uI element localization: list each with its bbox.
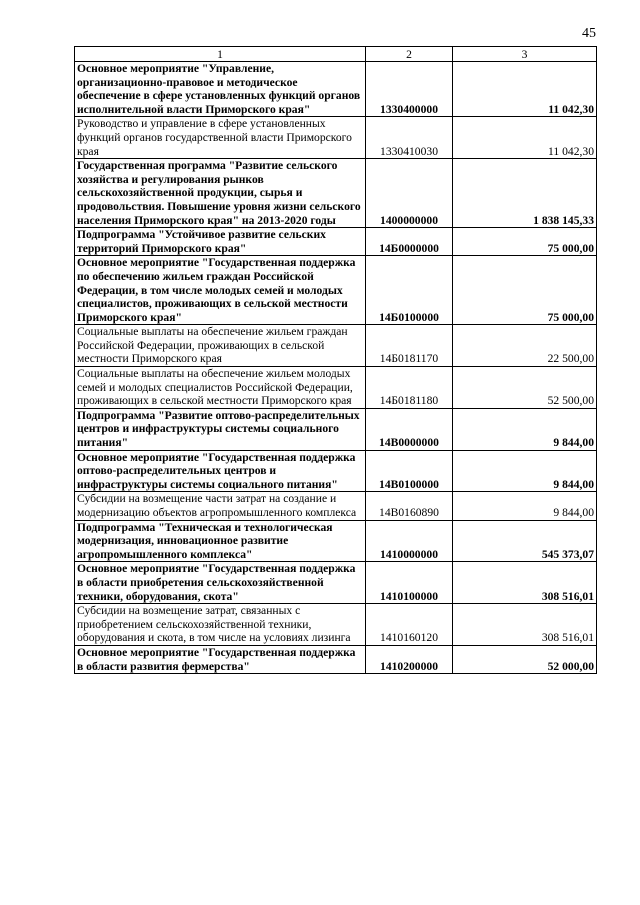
row-code-cell: 1410200000 (366, 645, 453, 673)
row-amount-cell: 545 373,07 (453, 520, 597, 562)
budget-table (74, 46, 597, 674)
row-amount-cell: 75 000,00 (453, 256, 597, 325)
row-amount-cell: 308 516,01 (453, 604, 597, 646)
row-name-cell: Руководство и управление в сфере установленных функций органов государственной власти Приморского края (75, 117, 366, 159)
row-amount-cell: 75 000,00 (453, 228, 597, 256)
table-row (75, 62, 597, 117)
row-name-cell: Основное мероприятие "Государственная поддержка оптово-распределительных центров и инфраструктуры системы социального питания" (75, 450, 366, 492)
table-row (75, 492, 597, 520)
table-row (75, 159, 597, 228)
row-name-cell: Социальные выплаты на обеспечение жильем граждан Российской Федерации, проживающих в сельской местности Приморского края (75, 325, 366, 367)
row-code-cell: 1410000000 (366, 520, 453, 562)
row-name-cell: Субсидии на возмещение части затрат на создание и модернизацию объектов агропромышленного комплекса (75, 492, 366, 520)
row-name-cell: Социальные выплаты на обеспечение жильем молодых семей и молодых специалистов Российской Федерации, проживающих в сельской местности Приморского края (75, 367, 366, 409)
row-name-cell: Подпрограмма "Техническая и технологическая модернизация, инновационное развитие агропромышленного комплекса" (75, 520, 366, 562)
row-name-cell: Подпрограмма "Устойчивое развитие сельских территорий Приморского края" (75, 228, 366, 256)
row-code-cell: 14Б0100000 (366, 256, 453, 325)
row-name-cell: Основное мероприятие "Государственная поддержка в области приобретения сельскохозяйственной техники, оборудования, скота" (75, 562, 366, 604)
row-code-cell: 14В0000000 (366, 408, 453, 450)
row-code-cell: 1410160120 (366, 604, 453, 646)
row-amount-cell: 11 042,30 (453, 117, 597, 159)
row-name-cell: Государственная программа "Развитие сельского хозяйства и регулирования рынков сельскохозяйственной продукции, сырья и продовольствия. Повышение уровня жизни сельского населения Приморского края" на 2013-2020 годы (75, 159, 366, 228)
row-amount-cell: 9 844,00 (453, 492, 597, 520)
table-header-row (75, 47, 597, 62)
row-name-cell: Основное мероприятие "Государственная поддержка в области развития фермерства" (75, 645, 366, 673)
column-header-1: 1 (75, 47, 366, 62)
row-code-cell: 14Б0181180 (366, 367, 453, 409)
table-row (75, 325, 597, 367)
column-header-3: 3 (453, 47, 597, 62)
table-row (75, 367, 597, 409)
table-row (75, 117, 597, 159)
row-amount-cell: 1 838 145,33 (453, 159, 597, 228)
table-row (75, 256, 597, 325)
table-row (75, 228, 597, 256)
row-amount-cell: 308 516,01 (453, 562, 597, 604)
row-name-cell: Подпрограмма "Развитие оптово-распределительных центров и инфраструктуры системы социального питания" (75, 408, 366, 450)
table-row (75, 604, 597, 646)
table-row (75, 562, 597, 604)
row-code-cell: 14В0100000 (366, 450, 453, 492)
row-name-cell: Основное мероприятие "Управление, организационно-правовое и методическое обеспечение в сфере установленных функций органов исполнительной власти Приморского края" (75, 62, 366, 117)
table-row (75, 645, 597, 673)
row-code-cell: 1400000000 (366, 159, 453, 228)
row-code-cell: 1410100000 (366, 562, 453, 604)
row-amount-cell: 9 844,00 (453, 450, 597, 492)
table-row (75, 450, 597, 492)
row-name-cell: Основное мероприятие "Государственная поддержка по обеспечению жильем граждан Российской Федерации, в том числе молодых семей и молодых специалистов, проживающих в сельской местности Приморского края" (75, 256, 366, 325)
row-amount-cell: 9 844,00 (453, 408, 597, 450)
row-name-cell: Субсидии на возмещение затрат, связанных с приобретением сельскохозяйственной техники, оборудования и скота, в том числе на условиях лизинга (75, 604, 366, 646)
row-code-cell: 14Б0000000 (366, 228, 453, 256)
row-code-cell: 1330410030 (366, 117, 453, 159)
table-row (75, 520, 597, 562)
row-amount-cell: 52 500,00 (453, 367, 597, 409)
table-row (75, 408, 597, 450)
row-amount-cell: 22 500,00 (453, 325, 597, 367)
row-amount-cell: 52 000,00 (453, 645, 597, 673)
row-amount-cell: 11 042,30 (453, 62, 597, 117)
row-code-cell: 14Б0181170 (366, 325, 453, 367)
page-number: 45 (582, 26, 596, 41)
table-body (75, 62, 597, 674)
row-code-cell: 1330400000 (366, 62, 453, 117)
row-code-cell: 14В0160890 (366, 492, 453, 520)
column-header-2: 2 (366, 47, 453, 62)
